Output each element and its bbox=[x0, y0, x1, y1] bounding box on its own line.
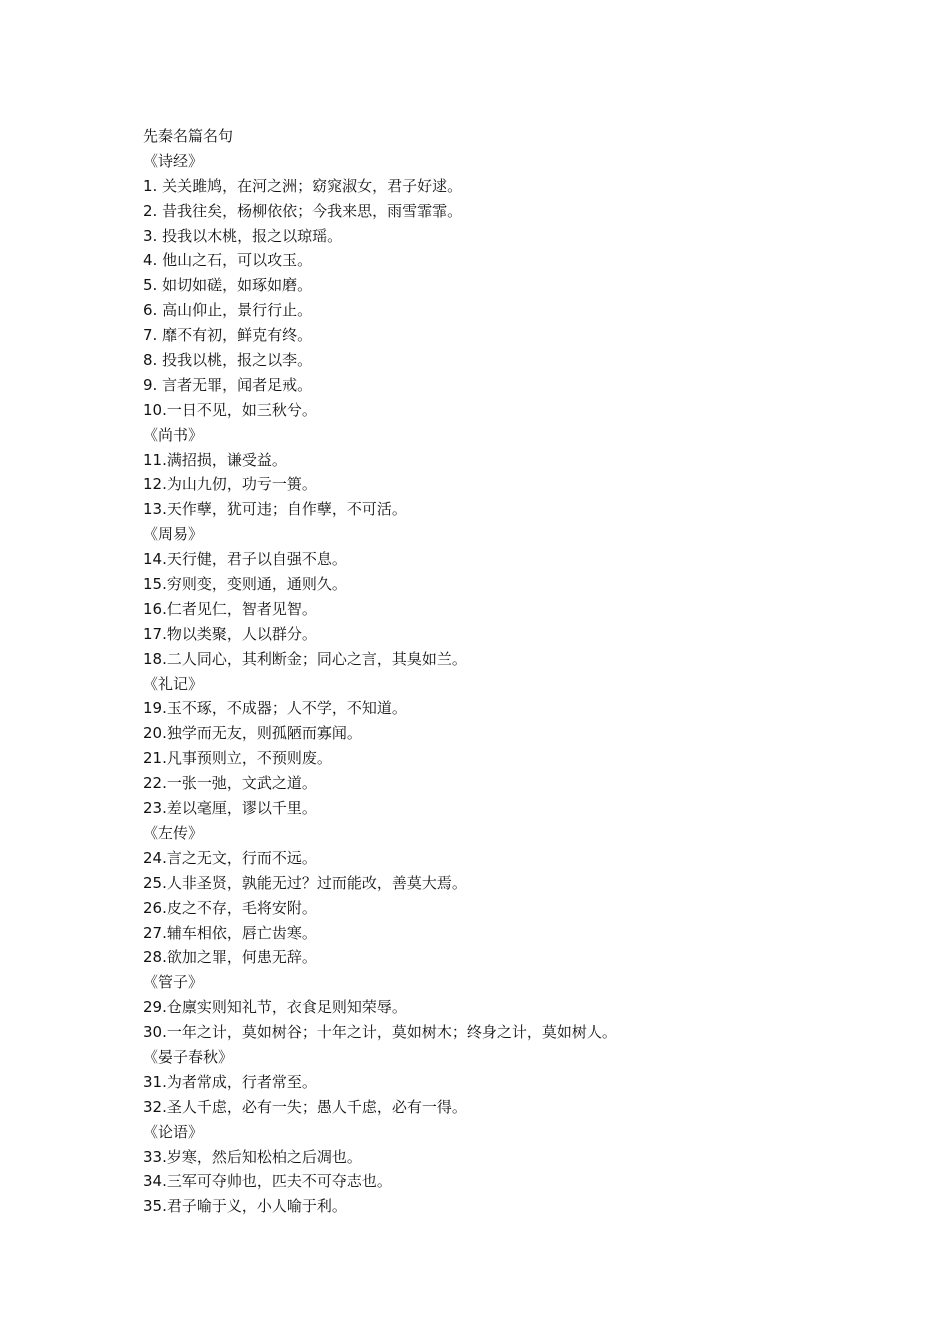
quote-line: 27.辅车相依，唇亡齿寒。 bbox=[143, 923, 317, 942]
quote-line: 24.言之无文，行而不远。 bbox=[143, 848, 317, 867]
document-title: 先秦名篇名句 bbox=[143, 127, 234, 145]
section-heading-liji: 《礼记》 bbox=[143, 674, 204, 693]
document-page bbox=[143, 124, 923, 1219]
quote-line: 26.皮之不存，毛将安附。 bbox=[143, 898, 317, 917]
section-heading-guanzi: 《管子》 bbox=[143, 973, 204, 992]
quote-line: 4. 他山之石，可以攻玉。 bbox=[143, 251, 313, 270]
quote-line: 31.为者常成，行者常至。 bbox=[143, 1072, 317, 1091]
quote-line: 2. 昔我往矣，杨柳依依；今我来思，雨雪霏霏。 bbox=[143, 201, 463, 220]
quote-line: 30.一年之计，莫如树谷；十年之计，莫如树木；终身之计，莫如树人。 bbox=[143, 1023, 617, 1042]
quote-line: 35.君子喻于义，小人喻于利。 bbox=[143, 1197, 347, 1216]
quote-line: 19.玉不琢，不成器；人不学，不知道。 bbox=[143, 699, 407, 718]
quote-line: 5. 如切如磋，如琢如磨。 bbox=[143, 276, 313, 295]
section-heading-lunyu: 《论语》 bbox=[143, 1122, 204, 1141]
quote-line: 3. 投我以木桃，报之以琼瑶。 bbox=[143, 226, 343, 245]
quote-line: 14.天行健，君子以自强不息。 bbox=[143, 550, 347, 569]
quote-line: 18.二人同心，其利断金；同心之言，其臭如兰。 bbox=[143, 649, 467, 668]
quote-line: 33.岁寒，然后知松柏之后凋也。 bbox=[143, 1147, 362, 1166]
section-heading-shijing: 《诗经》 bbox=[143, 151, 204, 170]
quote-line: 34.三军可夺帅也，匹夫不可夺志也。 bbox=[143, 1172, 392, 1191]
quote-line: 13.天作孽，犹可违；自作孽，不可活。 bbox=[143, 500, 407, 519]
quote-line: 6. 高山仰止，景行行止。 bbox=[143, 301, 313, 320]
section-heading-zuozhuan: 《左传》 bbox=[143, 823, 204, 842]
quote-line: 15.穷则变，变则通，通则久。 bbox=[143, 575, 347, 594]
quote-line: 25.人非圣贤，孰能无过？过而能改，善莫大焉。 bbox=[143, 873, 467, 892]
section-heading-yanzichunqiu: 《晏子春秋》 bbox=[143, 1047, 234, 1066]
section-heading-zhouyi: 《周易》 bbox=[143, 525, 204, 544]
quote-line: 23.差以毫厘，谬以千里。 bbox=[143, 799, 317, 818]
quote-line: 28.欲加之罪，何患无辞。 bbox=[143, 948, 317, 967]
quote-line: 1. 关关雎鸠，在河之洲；窈窕淑女，君子好逑。 bbox=[143, 176, 463, 195]
quote-line: 20.独学而无友，则孤陋而寡闻。 bbox=[143, 724, 362, 743]
section-heading-shangshu: 《尚书》 bbox=[143, 425, 204, 444]
quote-line: 11.满招损，谦受益。 bbox=[143, 450, 287, 469]
quote-line: 32.圣人千虑，必有一失；愚人千虑，必有一得。 bbox=[143, 1097, 467, 1116]
quote-line: 22.一张一弛，文武之道。 bbox=[143, 774, 317, 793]
quote-line: 8. 投我以桃，报之以李。 bbox=[143, 351, 313, 370]
quote-line: 7. 靡不有初，鲜克有终。 bbox=[143, 326, 313, 345]
quote-line: 17.物以类聚，人以群分。 bbox=[143, 624, 317, 643]
quote-line: 29.仓廪实则知礼节，衣食足则知荣辱。 bbox=[143, 998, 407, 1017]
quote-line: 9. 言者无罪，闻者足戒。 bbox=[143, 375, 313, 394]
quote-line: 10.一日不见，如三秋兮。 bbox=[143, 400, 317, 419]
quote-line: 21.凡事预则立，不预则废。 bbox=[143, 749, 332, 768]
quote-line: 16.仁者见仁，智者见智。 bbox=[143, 599, 317, 618]
quote-line: 12.为山九仞，功亏一篑。 bbox=[143, 475, 317, 494]
